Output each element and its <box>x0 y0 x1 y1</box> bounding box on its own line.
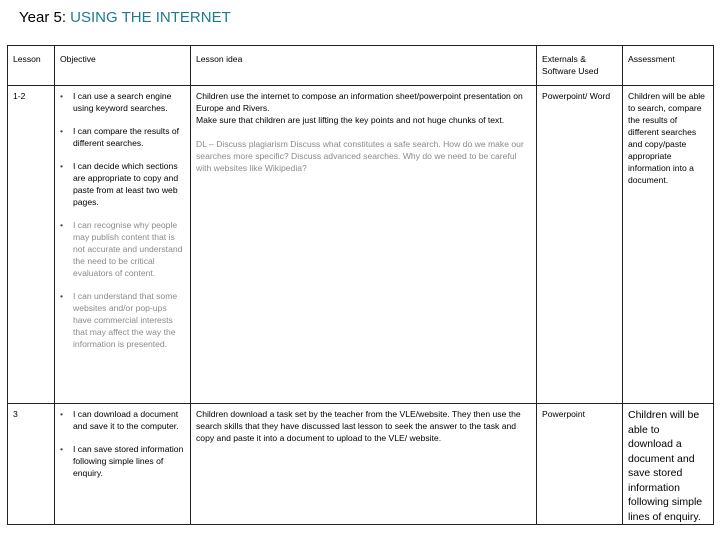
header-objective: Objective <box>55 46 191 86</box>
externals-cell: Powerpoint/ Word <box>537 86 623 404</box>
objective-cell <box>55 404 191 525</box>
objective-list <box>60 408 184 479</box>
objective-item: • I can understand that some websites and/or pop-ups have commercial interests that may affect the way the information is presented. <box>60 290 184 350</box>
discussion-note: DL – Discuss plagiarism Discuss what constitutes a safe search. How do we make our searches more specific? Discuss advanced searches. Why do we need to be careful with websites like Wikipedia? <box>196 139 524 173</box>
title-topic: USING THE INTERNET <box>70 9 231 26</box>
objective-cell <box>55 86 191 404</box>
header-assessment: Assessment <box>623 46 714 86</box>
page-title <box>19 9 231 26</box>
lesson-idea-cell: Children download a task set by the teacher from the VLE/website. They then use the search skills that they have discussed last lesson to seek the answer to the task and copy and paste it into a document to upload to the VLE/ website. <box>191 404 537 525</box>
lesson-idea-text: Children use the internet to compose an information sheet/powerpoint presentation on Europe and Rivers. <box>196 91 523 113</box>
objective-item: • I can decide which sections are appropriate to copy and paste from at least two web pages. <box>60 160 184 208</box>
lesson-idea-text: Make sure that children are just lifting the key points and not huge chunks of text. <box>196 115 505 125</box>
header-externals: Externals & Software Used <box>537 46 623 86</box>
objective-list <box>60 90 184 350</box>
table-row <box>8 86 714 404</box>
title-year: Year 5: <box>19 9 66 26</box>
externals-cell: Powerpoint <box>537 404 623 525</box>
objective-item: • I can compare the results of different searches. <box>60 125 184 149</box>
table-row <box>8 404 714 525</box>
lesson-idea-cell <box>191 86 537 404</box>
objective-item: • I can use a search engine using keyword searches. <box>60 90 184 114</box>
lesson-number: 1-2 <box>8 86 55 404</box>
objective-item: • I can recognise why people may publish content that is not accurate and understand the need to be critical evaluators of content. <box>60 219 184 279</box>
assessment-cell: Children will be able to download a document and save stored information following simple lines of enquiry. <box>623 404 714 525</box>
lesson-number: 3 <box>8 404 55 525</box>
lesson-plan-table <box>7 45 714 525</box>
header-lesson: Lesson <box>8 46 55 86</box>
objective-item: • I can save stored information following simple lines of enquiry. <box>60 443 184 479</box>
header-row <box>8 46 714 86</box>
assessment-cell: Children will be able to search, compare the results of different searches and copy/paste appropriate information into a document. <box>623 86 714 404</box>
objective-item: • I can download a document and save it to the computer. <box>60 408 184 432</box>
header-lesson-idea: Lesson idea <box>191 46 537 86</box>
